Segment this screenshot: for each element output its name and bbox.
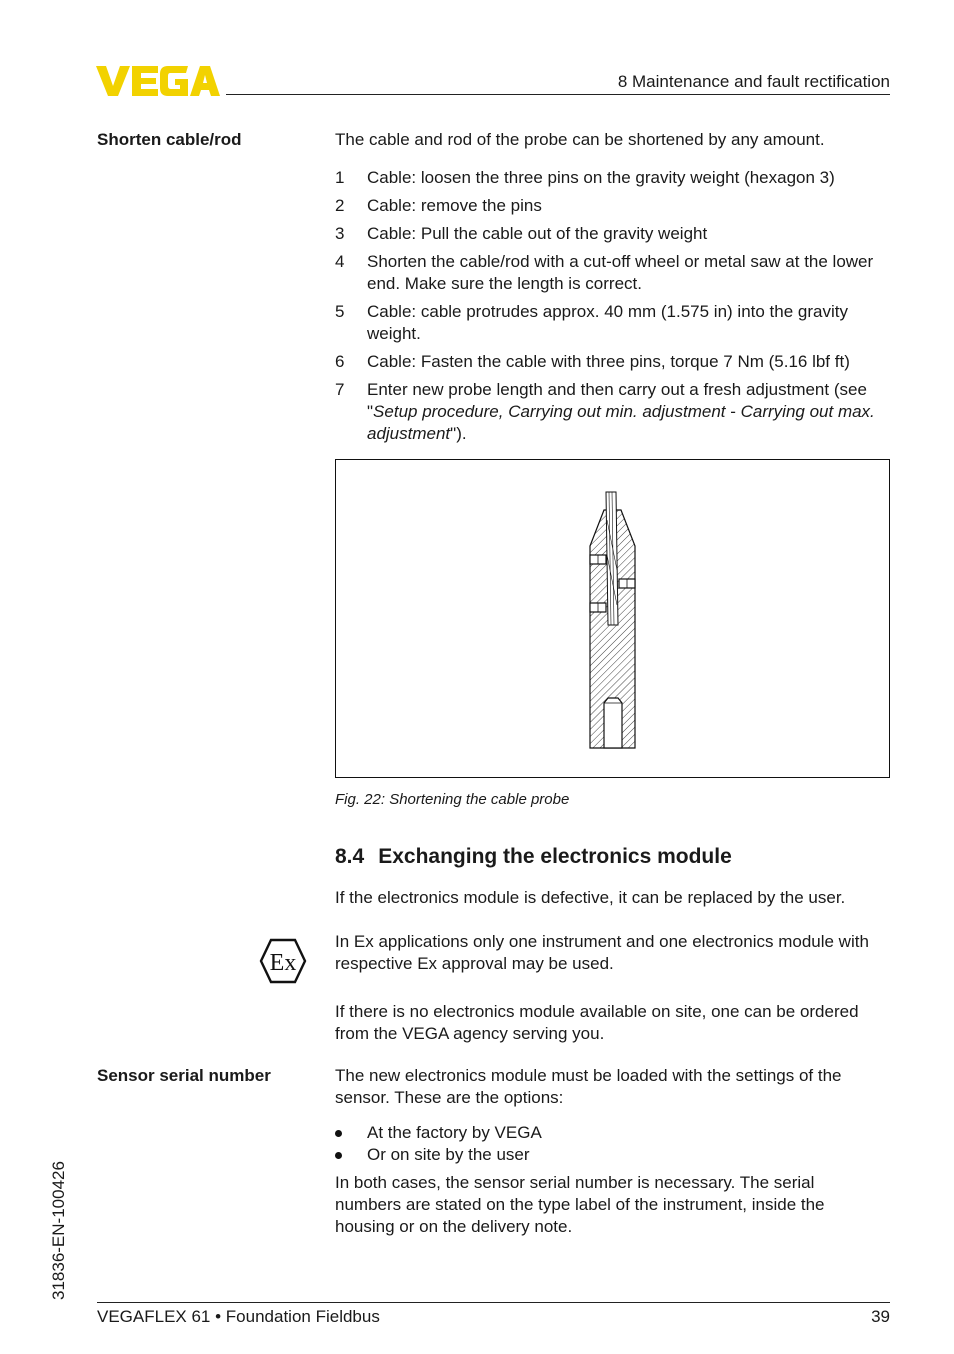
serial-note: In both cases, the sensor serial number is necessary. The serial numbers are stated on the type label of the instrument, inside the housing or on the delivery note. — [335, 1173, 825, 1236]
list-item: At the factory by VEGA — [335, 1122, 895, 1144]
footer-rule — [97, 1302, 890, 1303]
list-item — [335, 301, 895, 345]
step-text: Cable: Pull the cable out of the gravity weight — [367, 224, 708, 243]
shorten-steps-list — [335, 167, 895, 451]
list-item — [335, 223, 895, 245]
figure-caption: Fig. 22: Shortening the cable probe — [335, 791, 570, 808]
svg-text:Ex: Ex — [269, 950, 297, 976]
step7-italic-max: Carrying out max. adjustment — [367, 402, 875, 443]
section-intro: If the electronics module is defective, it can be replaced by the user. — [335, 888, 846, 907]
section-number: 8.4 — [335, 845, 365, 868]
step-number: 6 — [335, 352, 345, 371]
step-text: Cable: remove the pins — [367, 196, 542, 215]
bullet-icon — [335, 1130, 342, 1137]
list-item — [335, 167, 895, 189]
ex-note: In Ex applications only one instrument and one electronics module with respective Ex approval may be used. — [335, 932, 869, 973]
sensor-serial-label: Sensor serial number — [97, 1066, 271, 1085]
step-text: Shorten the cable/rod with a cut-off wheel or metal saw at the lower end. Make sure the length is correct. — [367, 252, 874, 293]
bullet-icon — [335, 1152, 342, 1159]
order-note: If there is no electronics module available on site, one can be ordered from the VEGA agency serving you. — [335, 1002, 859, 1043]
step-number: 5 — [335, 302, 345, 321]
cable-probe-drawing — [336, 460, 889, 777]
list-item — [335, 251, 895, 295]
vega-logo — [96, 64, 220, 98]
header-rule — [226, 94, 890, 95]
section-title: Exchanging the electronics module — [378, 845, 732, 868]
footer-product: VEGAFLEX 61 • Foundation Fieldbus — [97, 1307, 380, 1326]
step-number: 3 — [335, 224, 345, 243]
serial-intro: The new electronics module must be loaded with the settings of the sensor. These are the options: — [335, 1066, 842, 1107]
step-text: Cable: cable protrudes approx. 40 mm (1.575 in) into the gravity weight. — [367, 302, 848, 343]
step-number: 1 — [335, 168, 345, 187]
section-heading — [335, 846, 732, 868]
list-item: Or on site by the user — [335, 1144, 895, 1166]
shorten-cable-label: Shorten cable/rod — [97, 130, 242, 149]
list-item — [335, 351, 895, 373]
step-text: Cable: loosen the three pins on the gravity weight (hexagon 3) — [367, 168, 835, 187]
step-text: Cable: Fasten the cable with three pins, torque 7 Nm (5.16 lbf ft) — [367, 352, 850, 371]
document-code: 31836-EN-100426 — [49, 1161, 68, 1300]
step-number: 2 — [335, 196, 345, 215]
ex-hexagon-icon — [259, 938, 307, 984]
list-item — [335, 195, 895, 217]
step-number: 4 — [335, 252, 345, 271]
shorten-intro: The cable and rod of the probe can be shortened by any amount. — [335, 130, 825, 149]
serial-options-list — [335, 1122, 895, 1166]
header-section-title: 8 Maintenance and fault rectification — [617, 72, 890, 91]
step-text: Enter new probe length and then carry out a fresh adjustment (see "Setup procedure, Carrying out min. adjustment - Carrying out max. adjustment"). — [367, 380, 875, 443]
step7-italic-setup: Setup procedure, Carrying out min. adjustment — [373, 402, 726, 421]
list-item — [335, 379, 895, 445]
step-number: 7 — [335, 380, 345, 399]
figure-frame — [335, 459, 890, 778]
page-number: 39 — [871, 1307, 890, 1326]
